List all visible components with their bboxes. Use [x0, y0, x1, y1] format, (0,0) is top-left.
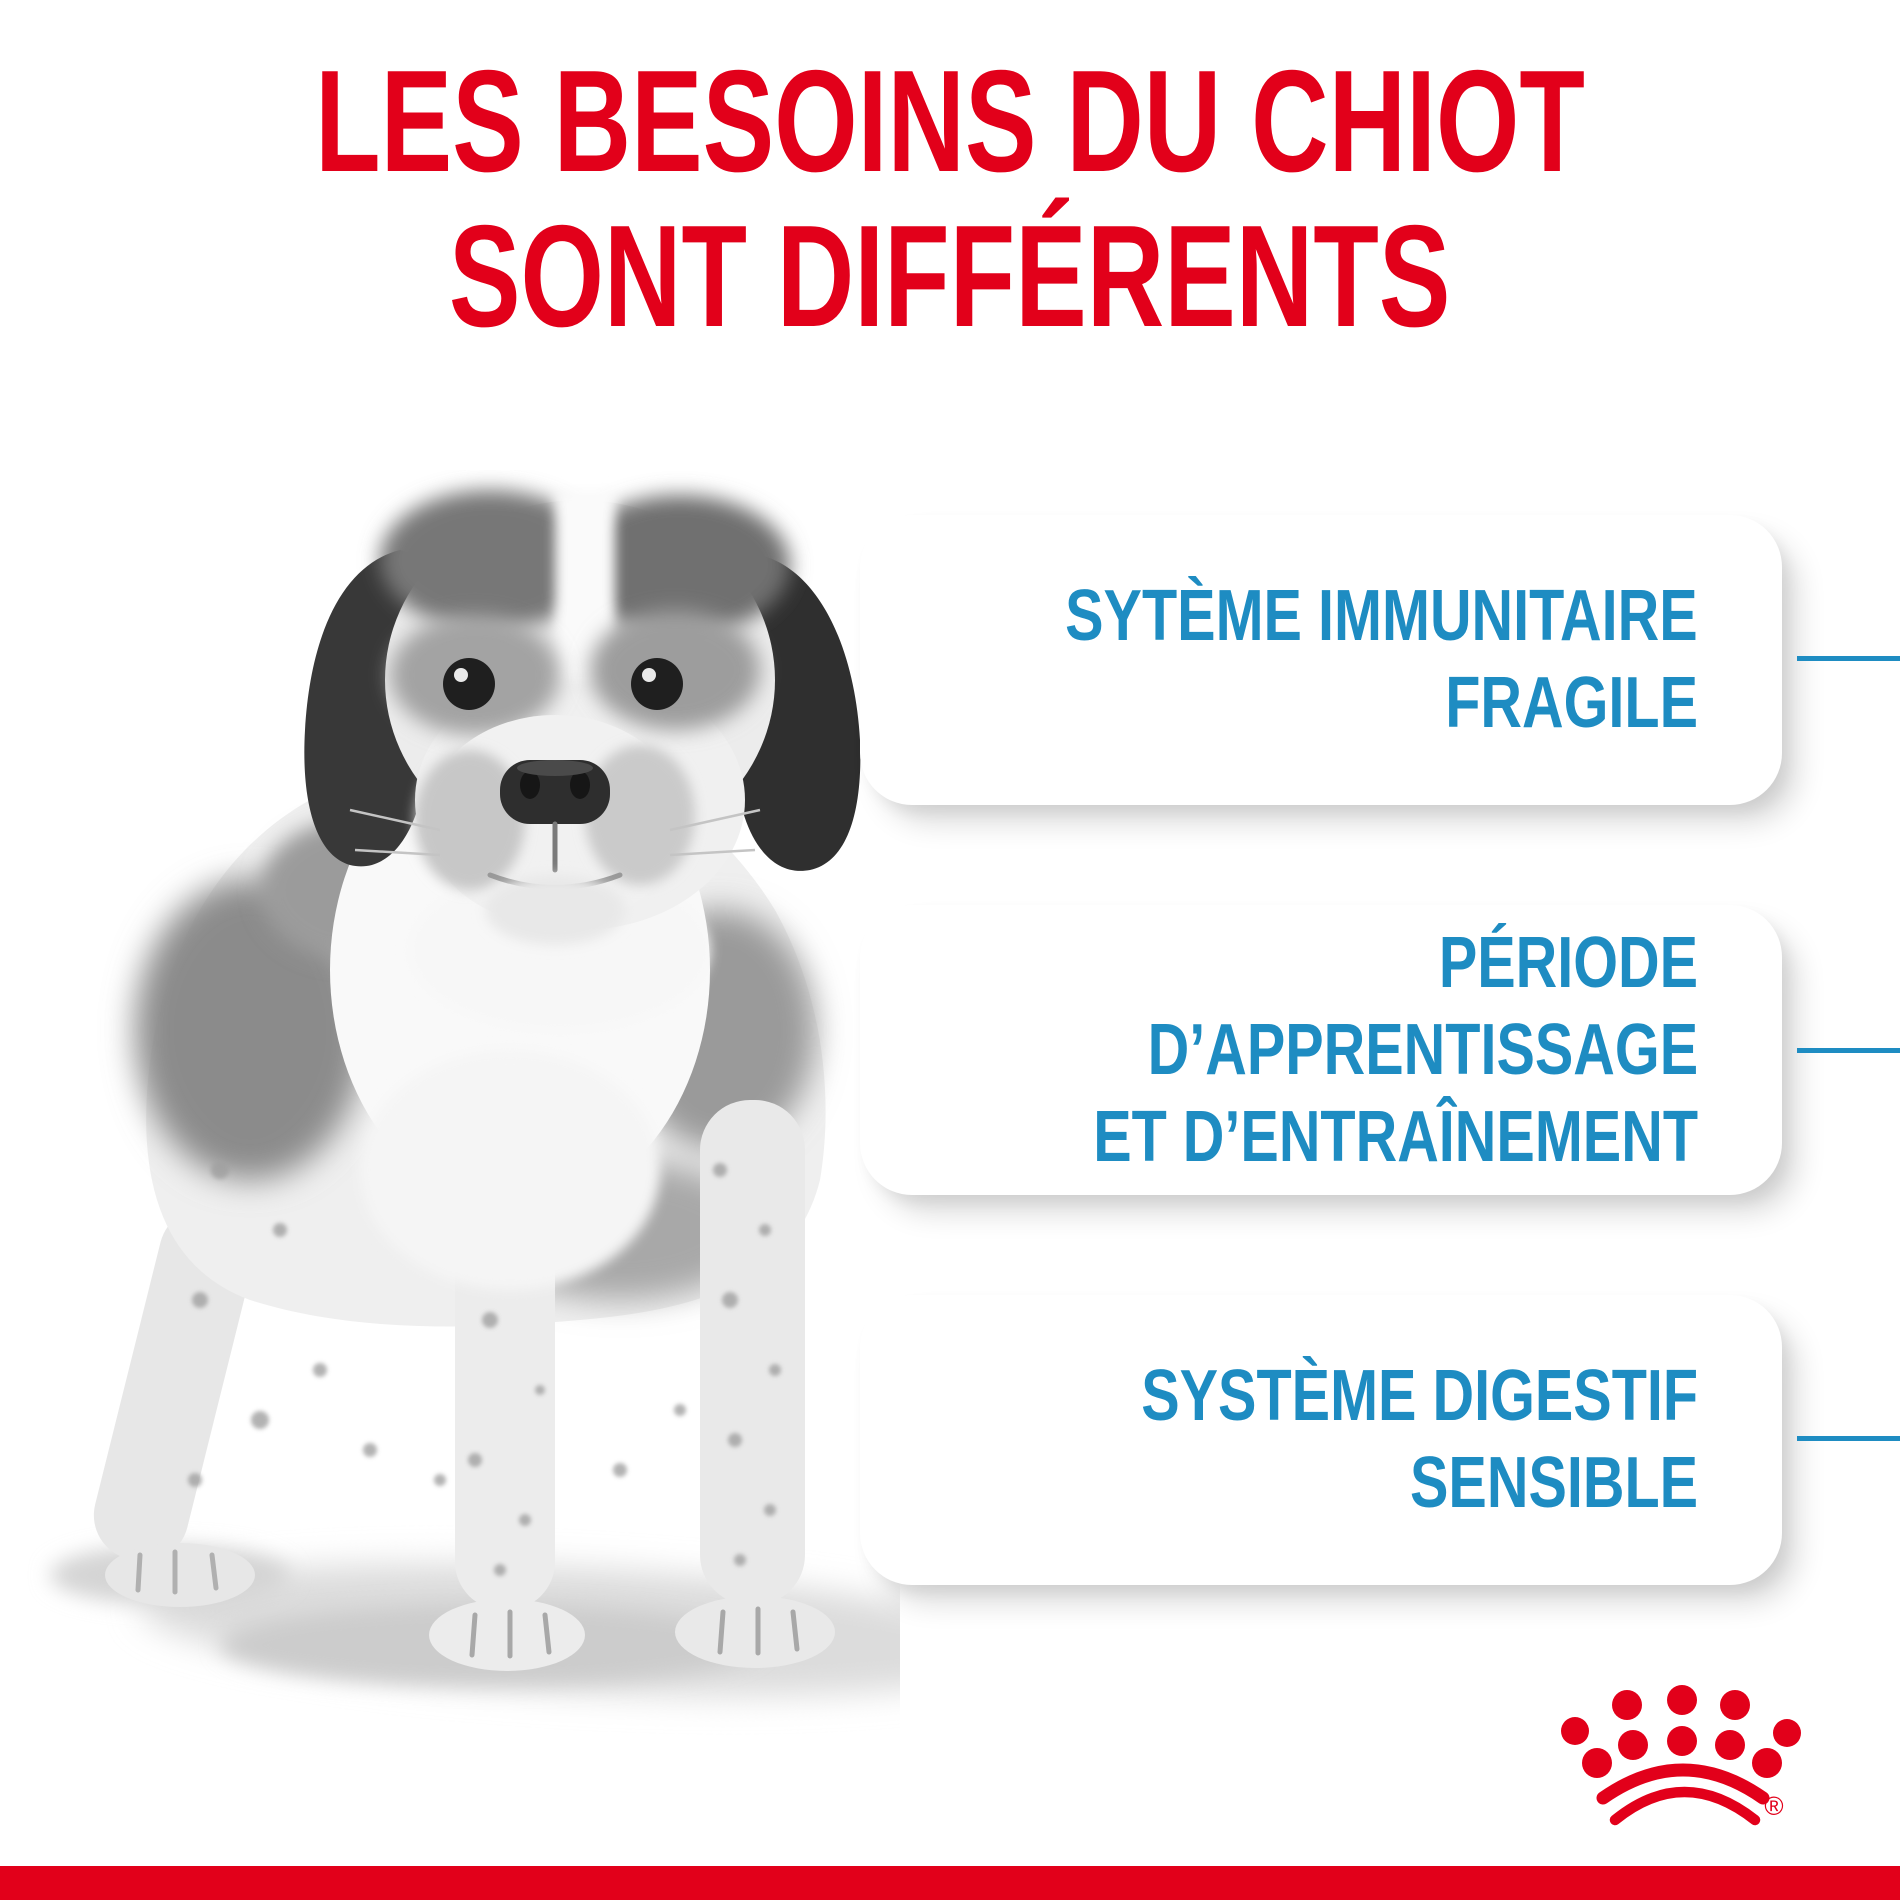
- callout-connector-line-2: [1797, 1048, 1900, 1053]
- callout-text-line: SYTÈME IMMUNITAIRE: [1065, 576, 1698, 656]
- callout-card-digestive-system: [860, 1295, 1782, 1585]
- puppy-nose: [500, 760, 610, 824]
- registered-trademark-symbol: ®: [1764, 1791, 1784, 1821]
- callout-text-line: FRAGILE: [1445, 663, 1698, 743]
- callout-connector-line-1: [1797, 656, 1900, 661]
- callout-text-line: SENSIBLE: [1409, 1443, 1698, 1523]
- callout-connector-line-3: [1797, 1436, 1900, 1441]
- royal-canin-crown-logo: [1550, 1668, 1820, 1828]
- callout-card-immune-system: [860, 515, 1782, 805]
- callout-text-line: PÉRIODE: [1438, 922, 1698, 1003]
- page-title-line-2: SONT DIFFÉRENTS: [449, 195, 1451, 357]
- callout-card-learning-period: [860, 905, 1782, 1195]
- page-title-line-1: LES BESOINS DU CHIOT: [315, 40, 1585, 202]
- puppy-eye-left: [443, 658, 495, 710]
- callout-text-line: SYSTÈME DIGESTIF: [1141, 1356, 1698, 1436]
- callout-text-line: D’APPRENTISSAGE: [1147, 1009, 1698, 1090]
- puppy-eye-right: [631, 658, 683, 710]
- puppy-photo: [20, 470, 900, 1870]
- brand-red-bar: [0, 1866, 1900, 1900]
- callout-text-line: ET D’ENTRAÎNEMENT: [1093, 1096, 1698, 1177]
- crown-swooshes: [1603, 1770, 1763, 1820]
- page-title: [0, 40, 1900, 357]
